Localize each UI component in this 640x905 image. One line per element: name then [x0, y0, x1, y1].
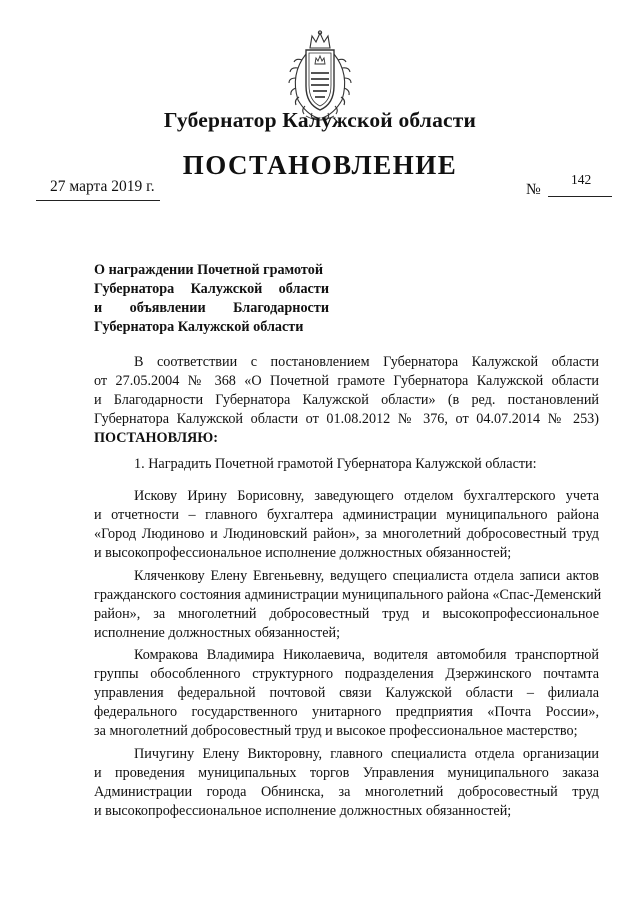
award-paragraph-line: и отчетности – главного бухгалтера администрации муниципального района: [94, 507, 599, 523]
subject-line: Губернатора Калужской области: [94, 319, 304, 335]
award-paragraph-line: группы обособленного структурного подразделения Дзержинского почтамта: [94, 666, 599, 682]
document-number: 142: [571, 172, 592, 187]
award-paragraph-line: и высокопрофессиональное исполнение должностных обязанностей;: [94, 803, 512, 819]
award-paragraph-line: «Город Людиново и Людиновский район», за многолетний добросовестный труд: [94, 526, 599, 542]
award-paragraph-line: Комракова Владимира Николаевича, водителя автомобиля транспортной: [134, 647, 599, 663]
award-paragraph-line: гражданского состояния администрации муниципального района «Спас-Деменский: [94, 587, 602, 603]
award-paragraph-line: Администрации города Обнинска, за многолетний добросовестный труд: [94, 784, 599, 800]
authority-title: Губернатор Калужской области: [163, 108, 477, 132]
subject-line: О награждении Почетной грамотой: [94, 262, 323, 278]
number-underline: [548, 196, 612, 197]
document-type-heading: ПОСТАНОВЛЕНИЕ: [182, 150, 458, 180]
date-underline: [36, 200, 160, 201]
subject-line: Губернатора Калужской области: [94, 281, 329, 297]
award-paragraph-line: и высокопрофессиональное исполнение должностных обязанностей;: [94, 545, 512, 561]
award-paragraph-line: исполнение должностных обязанностей;: [94, 625, 341, 641]
award-paragraph-line: Пичугину Елену Викторовну, главного специалиста отдела организации: [134, 746, 599, 762]
preamble-line: В соответствии с постановлением Губернатора Калужской области: [134, 354, 599, 370]
document-number-label: №: [526, 181, 541, 198]
subject-line: и объявлении Благодарности: [94, 300, 329, 316]
preamble-line: от 27.05.2004 № 368 «О Почетной грамоте Губернатора Калужской области: [94, 373, 599, 389]
award-paragraph-line: и проведения муниципальных торгов Управления муниципального заказа: [94, 765, 599, 781]
decree-word: ПОСТАНОВЛЯЮ:: [94, 430, 219, 446]
item-1-text: 1. Наградить Почетной грамотой Губернатора Калужской области:: [134, 456, 537, 472]
award-paragraph-line: управления федеральной почтовой связи Калужской области – филиала: [94, 685, 599, 701]
preamble-line: и Благодарности Губернатора Калужской области» (в ред. постановлений: [94, 392, 599, 408]
award-paragraph-line: за многолетний добросовестный труд и высокое профессиональное мастерство;: [94, 723, 578, 739]
preamble-line: Губернатора Калужской области от 01.08.2012 № 376, от 04.07.2014 № 253): [94, 411, 599, 427]
document-date: 27 марта 2019 г.: [50, 178, 155, 195]
award-paragraph-line: Искову Ирину Борисовну, заведующего отделом бухгалтерского учета: [134, 488, 599, 504]
award-paragraph-line: федерального государственного унитарного предприятия «Почта России»,: [94, 704, 599, 720]
award-paragraph-line: район», за многолетний добросовестный труд и высокопрофессиональное: [94, 606, 599, 622]
award-paragraph-line: Кляченкову Елену Евгеньевну, ведущего специалиста отдела записи актов: [134, 568, 599, 584]
